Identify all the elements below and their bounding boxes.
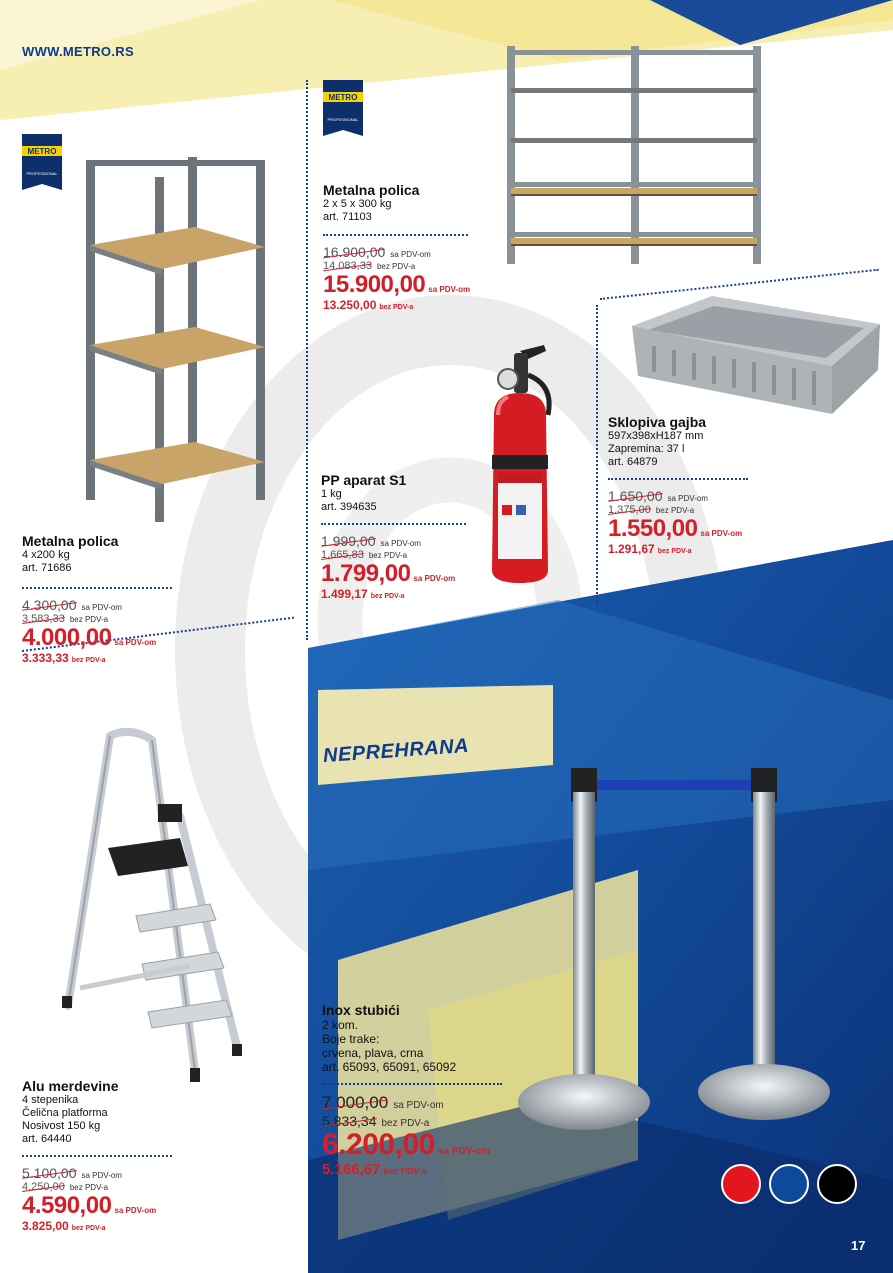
new-price-net: 1.291,67 bez PDV-a bbox=[608, 542, 692, 556]
price-divider bbox=[321, 523, 466, 525]
color-swatch-red[interactable] bbox=[721, 1164, 761, 1204]
old-price-gross: 5.100,00 sa PDV-om bbox=[22, 1165, 122, 1181]
product-name: Sklopiva gajba bbox=[608, 414, 707, 430]
new-price-gross: 6.200,00 sa PDV-om bbox=[322, 1128, 491, 1161]
fire-extinguisher-image[interactable] bbox=[484, 345, 556, 585]
product-name: Metalna polica bbox=[323, 182, 420, 198]
product-article: art. 64440 bbox=[22, 1133, 72, 1145]
product-fire-extinguisher[interactable] bbox=[321, 472, 481, 601]
product-metal-shelf-2x5x300[interactable] bbox=[323, 182, 493, 312]
product-name: Inox stubići bbox=[322, 1002, 400, 1018]
new-price-gross: 1.550,00 sa PDV-om bbox=[608, 515, 743, 542]
old-price-gross: 7.000,00 sa PDV-om bbox=[322, 1093, 444, 1112]
product-article: art. 394635 bbox=[321, 501, 377, 513]
product-spec: 1 kg bbox=[321, 488, 342, 500]
product-metal-shelf-4x200[interactable] bbox=[22, 533, 282, 665]
metro-professional-badge bbox=[323, 80, 363, 136]
metro-professional-badge bbox=[22, 134, 62, 190]
old-price-gross: 1.650,00 sa PDV-om bbox=[608, 488, 708, 504]
svg-text:PROFESSIONAL: PROFESSIONAL bbox=[26, 171, 58, 176]
old-price-gross: 4.300,00 sa PDV-om bbox=[22, 597, 122, 613]
new-price-net: 1.499,17 bez PDV-a bbox=[321, 587, 405, 601]
svg-text:PROFESSIONAL: PROFESSIONAL bbox=[327, 117, 359, 122]
price-divider bbox=[322, 1083, 502, 1085]
old-price-net: 1.375,00 bez PDV-a bbox=[608, 504, 695, 516]
price-divider bbox=[22, 1155, 172, 1157]
product-spec: 2 x 5 x 300 kg bbox=[323, 198, 392, 210]
svg-text:METRO: METRO bbox=[328, 93, 358, 102]
old-price-gross: 16.900,00 sa PDV-om bbox=[323, 244, 431, 260]
metal-shelf-double-image[interactable] bbox=[505, 44, 763, 266]
new-price-net: 13.250,00 bez PDV-a bbox=[323, 298, 414, 312]
old-price-net: 14.083,33 bez PDV-a bbox=[323, 260, 416, 272]
color-swatch-black[interactable] bbox=[817, 1164, 857, 1204]
new-price-net: 3.825,00 bez PDV-a bbox=[22, 1219, 106, 1233]
product-name: Metalna polica bbox=[22, 533, 119, 549]
product-name: PP aparat S1 bbox=[321, 472, 407, 488]
color-swatch-blue[interactable] bbox=[769, 1164, 809, 1204]
price-divider bbox=[22, 587, 172, 589]
product-spec: crvena, plava, crna bbox=[322, 1046, 424, 1060]
price-divider bbox=[323, 234, 468, 236]
price-divider bbox=[608, 478, 748, 480]
svg-text:METRO: METRO bbox=[27, 147, 57, 156]
product-article: art. 71103 bbox=[323, 211, 372, 223]
old-price-gross: 1.999,00 sa PDV-om bbox=[321, 533, 421, 549]
product-article: art. 71686 bbox=[22, 562, 72, 574]
product-spec: Boje trake: bbox=[322, 1032, 380, 1046]
old-price-net: 4.250,00 bez PDV-a bbox=[22, 1181, 109, 1193]
new-price-gross: 4.590,00 sa PDV-om bbox=[22, 1192, 157, 1219]
product-spec: 4 x200 kg bbox=[22, 549, 70, 561]
product-spec: Zapremina: 37 l bbox=[608, 443, 685, 455]
product-stainless-stanchions[interactable] bbox=[322, 1002, 522, 1178]
new-price-net: 5.166,67 bez PDV-a bbox=[322, 1161, 427, 1178]
product-spec: Čelična platforma bbox=[22, 1107, 108, 1119]
new-price-gross: 15.900,00 sa PDV-om bbox=[323, 271, 471, 298]
metal-shelf-4-tier-image[interactable] bbox=[80, 155, 275, 525]
new-price-gross: 1.799,00 sa PDV-om bbox=[321, 560, 456, 587]
product-name: Alu merdevine bbox=[22, 1078, 119, 1094]
aluminium-ladder-image[interactable] bbox=[60, 726, 250, 1086]
page-number: 17 bbox=[851, 1238, 866, 1253]
product-spec: 597x398xH187 mm bbox=[608, 430, 704, 442]
product-spec: Nosivost 150 kg bbox=[22, 1120, 101, 1132]
product-spec: 4 stepenika bbox=[22, 1094, 79, 1106]
product-aluminium-ladder[interactable] bbox=[22, 1078, 282, 1233]
divider-vertical bbox=[596, 305, 598, 605]
old-price-net: 1.665,83 bez PDV-a bbox=[321, 549, 408, 561]
category-label: NEPREHRANA bbox=[322, 734, 470, 768]
divider-vertical bbox=[306, 80, 308, 640]
old-price-net: 3.583,33 bez PDV-a bbox=[22, 613, 109, 625]
product-article: art. 65093, 65091, 65092 bbox=[322, 1060, 457, 1074]
product-article: art. 64879 bbox=[608, 456, 658, 468]
new-price-net: 3.333,33 bez PDV-a bbox=[22, 651, 106, 665]
product-spec: 2 kom. bbox=[322, 1018, 359, 1032]
old-price-net: 5.833,34 bez PDV-a bbox=[322, 1113, 430, 1129]
new-price-gross: 4.000,00 sa PDV-om bbox=[22, 624, 157, 651]
product-folding-crate[interactable] bbox=[608, 414, 778, 556]
folding-crate-image[interactable] bbox=[632, 296, 880, 414]
stainless-stanchions-image[interactable] bbox=[515, 762, 835, 1142]
website-url[interactable]: WWW.METRO.RS bbox=[22, 44, 134, 59]
